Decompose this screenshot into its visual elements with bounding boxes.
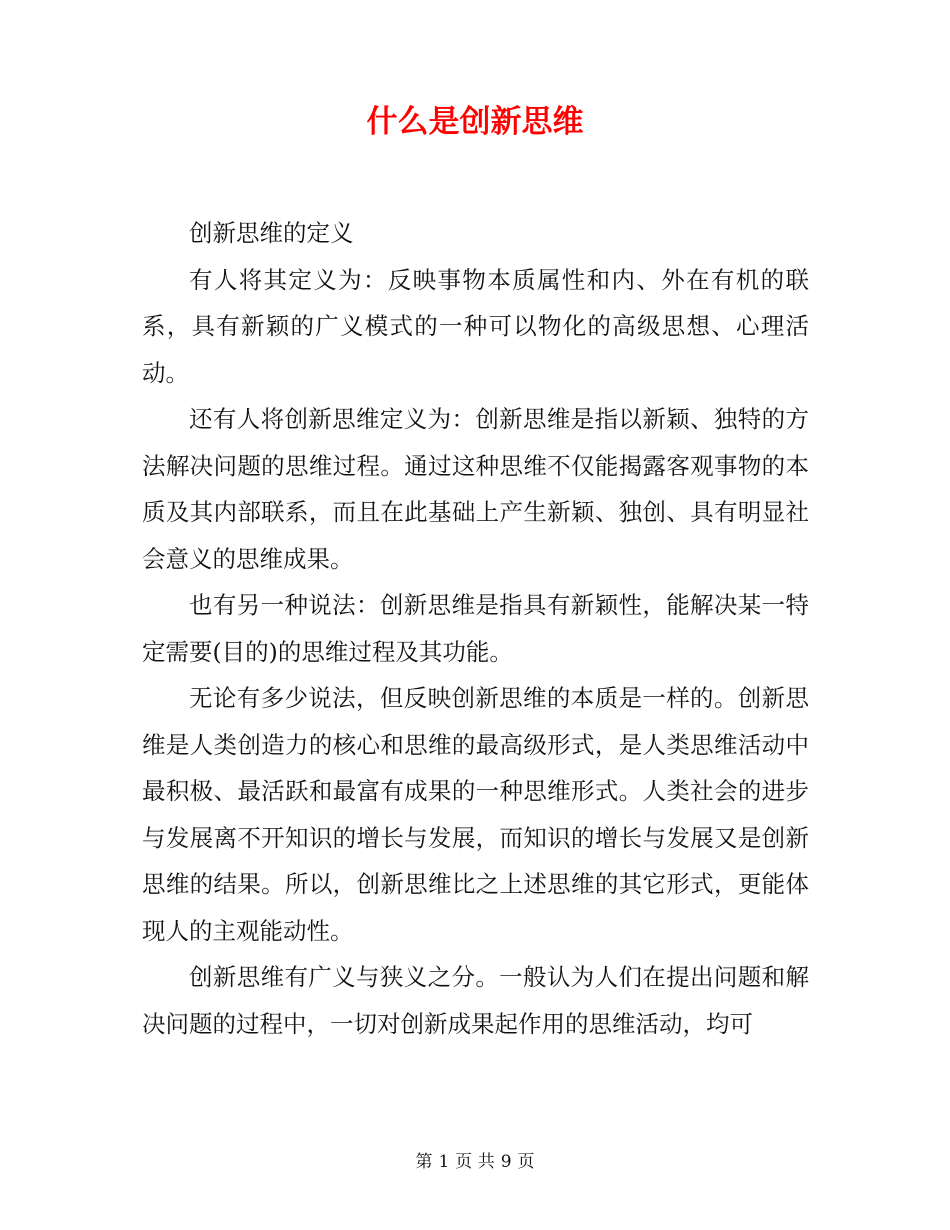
paragraph-section-heading: 创新思维的定义	[189, 219, 354, 247]
footer-suffix: 页	[517, 1152, 535, 1172]
footer-middle: 页 共	[455, 1152, 495, 1172]
paragraph-essence: 无论有多少说法，但反映创新思维的本质是一样的。创新思维是人类创造力的核心和思维的最高级形式，是人类思维活动中最积极、最活跃和最富有成果的一种思维形式。人类社会的进步与发展离不开知识的增长与发展，而知识的增长与发展又是创新思维的结果。所以，创新思维比之上述思维的其它形式，更能体现人的主观能动性。	[142, 684, 809, 945]
paragraph-definition-1: 有人将其定义为：反映事物本质属性和内、外在有机的联系，具有新颖的广义模式的一种可以物化的高级思想、心理活动。	[142, 265, 809, 387]
page-footer	[0, 1150, 950, 1174]
paragraph-definition-2: 还有人将创新思维定义为：创新思维是指以新颖、独特的方法解决问题的思维过程。通过这种思维不仅能揭露客观事物的本质及其内部联系，而且在此基础上产生新颖、独创、具有明显社会意义的思维成果。	[142, 405, 809, 573]
paragraph-definition-3: 也有另一种说法：创新思维是指具有新颖性，能解决某一特定需要(目的)的思维过程及其功能。	[142, 591, 809, 666]
document-body	[142, 210, 809, 1047]
footer-prefix: 第	[415, 1152, 433, 1172]
footer-current-page: 1	[438, 1152, 450, 1172]
footer-total-pages: 9	[500, 1152, 512, 1172]
paragraph-broad-narrow: 创新思维有广义与狭义之分。一般认为人们在提出问题和解决问题的过程中，一切对创新成果起作用的思维活动，均可	[142, 963, 809, 1038]
document-title: 什么是创新思维	[366, 104, 584, 140]
